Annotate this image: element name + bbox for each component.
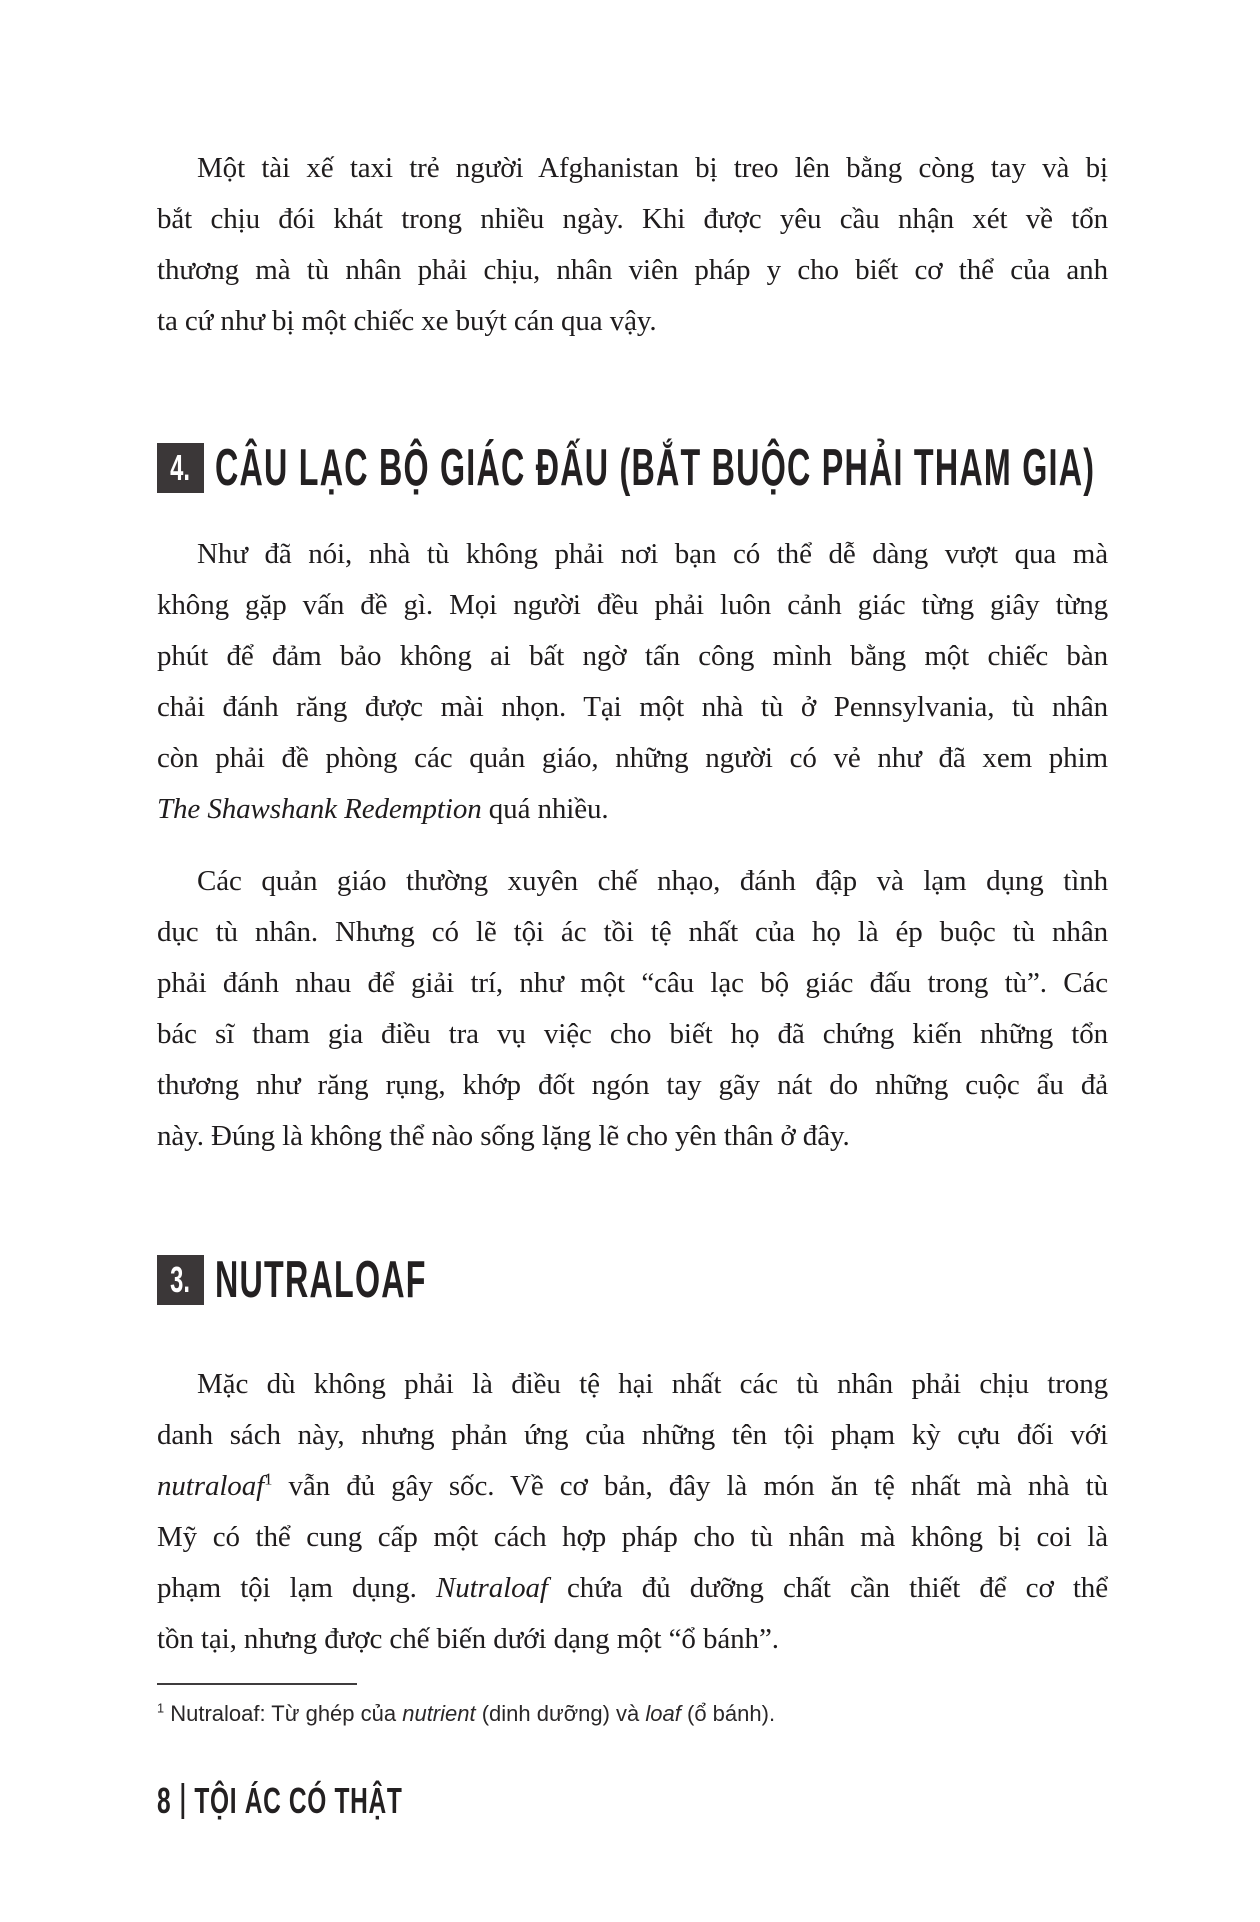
paragraph-prison-vigilance xyxy=(157,529,1108,835)
paragraph-taxi-driver xyxy=(157,143,1108,347)
section-heading-nutraloaf xyxy=(157,1251,557,1309)
text-line: chải đánh răng được mài nhọn. Tại một nhà tù ở Pennsylvania, tù nhân xyxy=(157,691,1108,723)
text-line: Một tài xế taxi trẻ người Afghanistan bị treo lên bằng còng tay và bị xyxy=(197,152,1108,184)
page-footer xyxy=(157,1780,518,1820)
text-line: dục tù nhân. Nhưng có lẽ tội ác tồi tệ nhất của họ là ép buộc tù nhân xyxy=(157,916,1108,948)
text-line: Như đã nói, nhà tù không phải nơi bạn có thể dễ dàng vượt qua mà xyxy=(197,538,1108,570)
text-line: danh sách này, nhưng phản ứng của những tên tội phạm kỳ cựu đối với xyxy=(157,1419,1108,1451)
text-line: phải đánh nhau để giải trí, như một “câu lạc bộ giác đấu trong tù”. Các xyxy=(157,967,1108,999)
page-number: 8 xyxy=(157,1780,172,1821)
text-line: The Shawshank Redemption quá nhiều. xyxy=(157,793,609,825)
footer-divider-bar xyxy=(182,1783,185,1819)
text-line: phút để đảm bảo không ai bất ngờ tấn công mình bằng một chiếc bàn xyxy=(157,640,1108,672)
text-line: nutraloaf$^1$ vẫn đủ gây sốc. Về cơ bản, đây là món ăn tệ nhất mà nhà tù xyxy=(157,1469,1108,1502)
running-book-title: TỘI ÁC CÓ THẬT xyxy=(194,1780,403,1821)
paragraph-nutraloaf-intro xyxy=(157,1359,1108,1665)
section-title: NUTRALOAF xyxy=(215,1251,427,1309)
text-line: bắt chịu đói khát trong nhiều ngày. Khi được yêu cầu nhận xét về tổn xyxy=(157,203,1108,235)
section-heading-gladiator-club xyxy=(157,439,1260,497)
footnote-text: $^1$ Nutraloaf: Từ ghép của nutrient (dinh dưỡng) và loaf (ổ bánh). xyxy=(157,1700,776,1726)
text-line: ta cứ như bị một chiếc xe buýt cán qua vậy. xyxy=(157,305,657,337)
section-title: CÂU LẠC BỘ GIÁC ĐẤU (BẮT BUỘC PHẢI THAM GIA) xyxy=(215,439,1096,497)
paragraph-guards-abuse xyxy=(157,856,1108,1162)
section-number-badge xyxy=(157,1255,204,1305)
text-line: Mỹ có thể cung cấp một cách hợp pháp cho tù nhân mà không bị coi là xyxy=(157,1521,1108,1553)
text-line: không gặp vấn đề gì. Mọi người đều phải luôn cảnh giác từng giây từng xyxy=(157,589,1108,621)
section-number: 3. xyxy=(170,1259,191,1300)
text-line: Mặc dù không phải là điều tệ hại nhất các tù nhân phải chịu trong xyxy=(197,1368,1108,1400)
text-line: bác sĩ tham gia điều tra vụ việc cho biết họ đã chứng kiến những tổn xyxy=(157,1018,1108,1050)
text-line: này. Đúng là không thể nào sống lặng lẽ cho yên thân ở đây. xyxy=(157,1120,850,1152)
text-line: phạm tội lạm dụng. Nutraloaf chứa đủ dưỡng chất cần thiết để cơ thể xyxy=(157,1572,1108,1604)
section-number: 4. xyxy=(170,447,191,488)
section-number-badge xyxy=(157,443,204,493)
text-line: còn phải đề phòng các quản giáo, những người có vẻ như đã xem phim xyxy=(157,742,1108,774)
text-line: tồn tại, nhưng được chế biến dưới dạng một “ổ bánh”. xyxy=(157,1623,779,1655)
text-line: thương như răng rụng, khớp đốt ngón tay gãy nát do những cuộc ẩu đả xyxy=(157,1069,1108,1101)
text-line: thương mà tù nhân phải chịu, nhân viên pháp y cho biết cơ thể của anh xyxy=(157,254,1108,286)
text-line: Các quản giáo thường xuyên chế nhạo, đánh đập và lạm dụng tình xyxy=(197,865,1108,897)
footnote-divider xyxy=(157,1683,357,1685)
